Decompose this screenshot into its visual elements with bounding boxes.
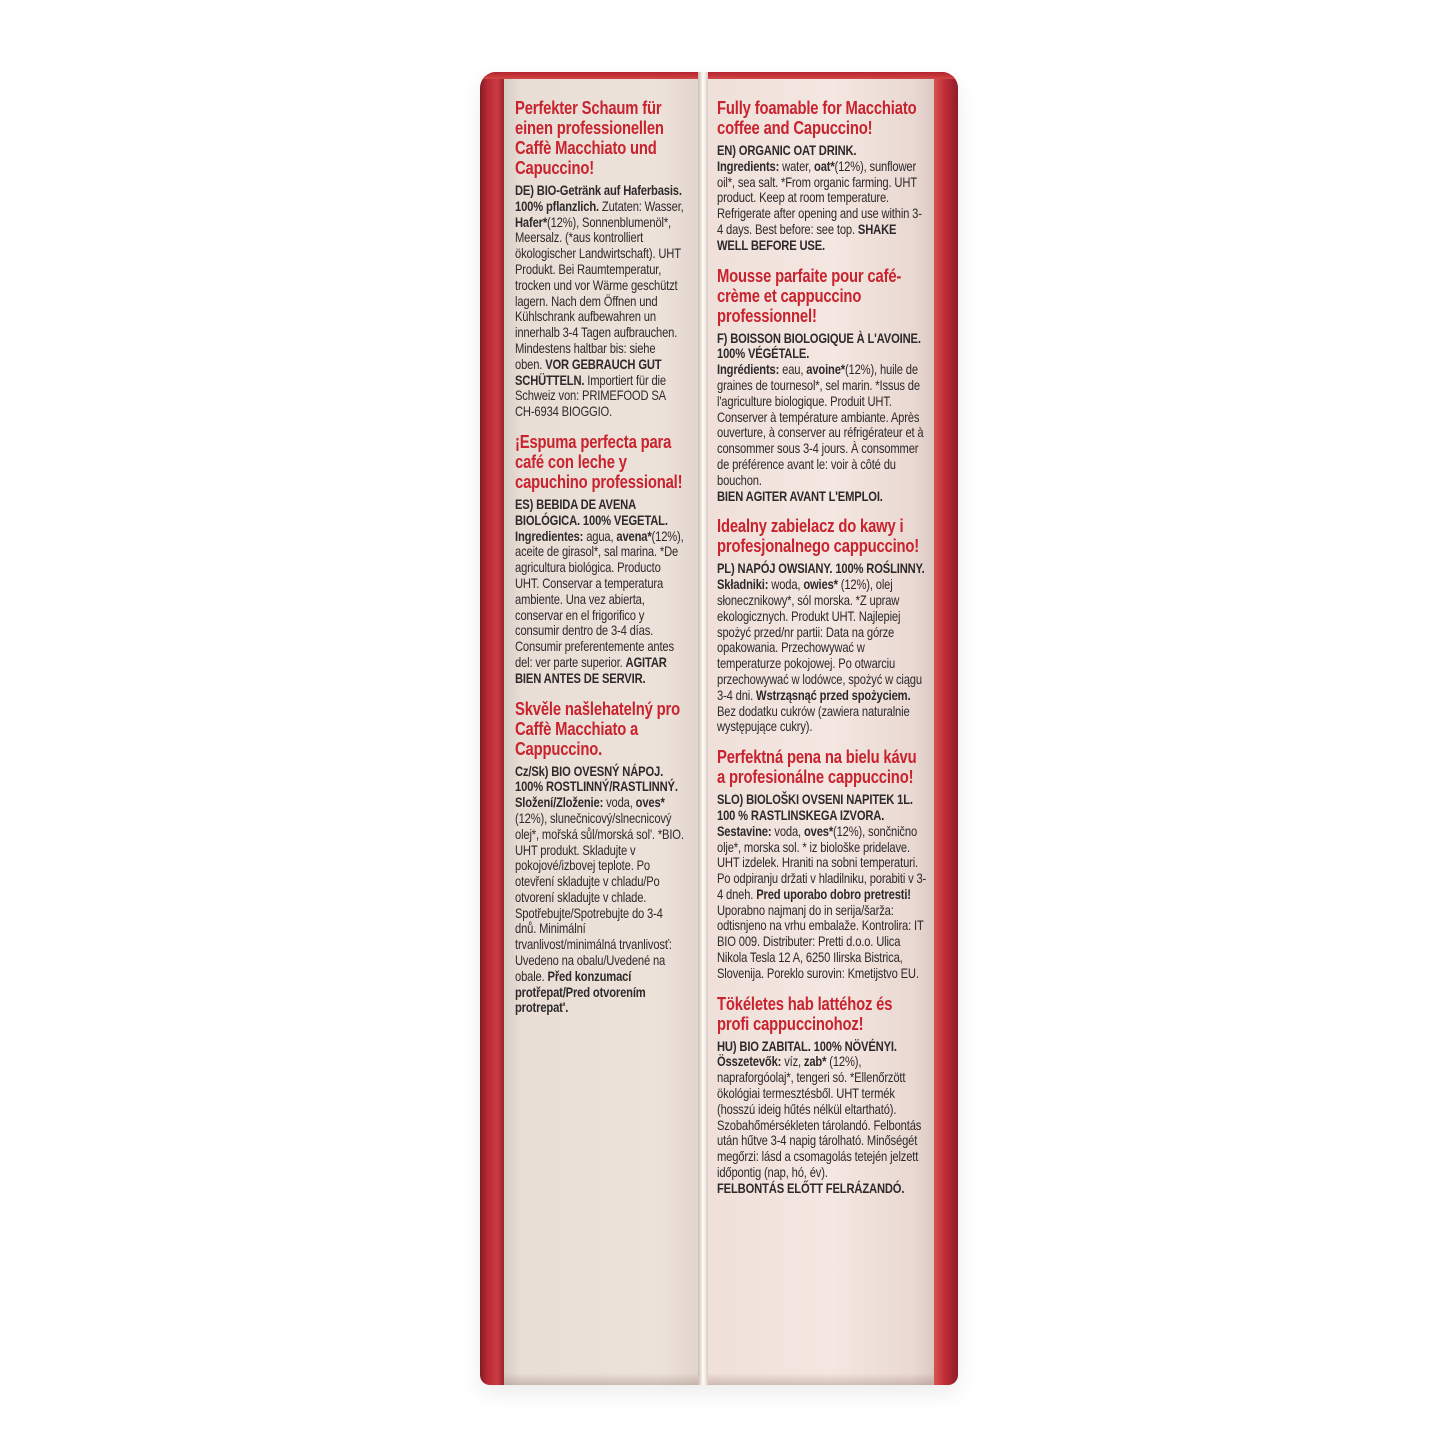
- section-heading-slo: Perfektná pena na bielu kávu a profesionálne cappuccino!: [717, 746, 917, 788]
- section-heading-de: Perfekter Schaum für einen professionellen Caffè Macchiato und Capuccino!: [515, 97, 664, 178]
- section-body-de: DE) BIO-Getränk auf Haferbasis. 100% pflanzlich. Zutaten: Wasser, Hafer*(12%), Sonnenblumenöl*, Meersalz. (*aus kontrolliert ökologischer Landwirtschaft). UHT Produkt. Bei Raumtemperatur, trocken und vor Wärme geschützt lagern. Nach dem Öffnen und Kühlschrank aufbewahren un innerhalb 3-4 Tagen aufbrauchen. Mindestens haltbar bis: siehe oben. VOR GEBRAUCH GUT SCHÜTTELN. Importiert für die Schweiz von: PRIMEFOOD SA CH-6934 BIOGGIO.: [515, 182, 684, 420]
- section-fr: [717, 266, 927, 505]
- section-heading-es: ¡Espuma perfecta para café con leche y capuchino professional!: [515, 430, 683, 492]
- section-heading-pl: Idealny zabielacz do kawy i profesjonalnego cappuccino!: [717, 515, 920, 557]
- section-slo: [717, 747, 927, 982]
- section-de: [515, 98, 685, 420]
- section-es: [515, 432, 685, 687]
- section-body-cz-sk: Cz/Sk) BIO OVESNÝ NÁPOJ. 100% ROSTLINNÝ/RASTLINNÝ. Složení/Zloženie: voda, oves*(12%), slunečnicový/slnecnicový olej*, mořská sůl/morská sol'. *BIO. UHT produkt. Skladujte v pokojové/izbovej teplote. Po otevření skladujte v chladu/Po otvorení skladujte v chlade. Spotřebujte/Spotrebujte do 3-4 dnů. Minimální trvanlivost/minimálná trvanlivosť: Uvedeno na obalu/Uvedené na obale. Před konzumací protřepat/Pred otvorením protrepat'.: [515, 762, 684, 1016]
- center-fold-crease: [698, 72, 708, 1385]
- right-red-edge-strip: [934, 72, 958, 1385]
- section-pl: [717, 516, 927, 735]
- left-red-edge-strip: [480, 72, 504, 1385]
- section-heading-en: Fully foamable for Macchiato coffee and Capuccino!: [717, 97, 917, 138]
- right-text-column: [717, 98, 927, 1197]
- top-red-fold-edge: [480, 72, 958, 79]
- section-body-pl: PL) NAPÓJ OWSIANY. 100% ROŚLINNY. Składniki: woda, owies* (12%), olej słonecznikowy*, sól morska. *Z upraw ekologicznych. Produkt UHT. Najlepiej spożyć przed/nr partii: Data na górze opakowania. Przechowywać w temperaturze pokojowej. Po otwarciu przechowywać w lodówce, spożyć w ciągu 3-4 dni. Wstrząsnąć przed spożyciem. Bez dodatku cukrów (zawiera naturalnie występujące cukry).: [717, 560, 925, 735]
- section-heading-cz-sk: Skvěle našlehatelný pro Caffè Macchiato a Cappuccino.: [515, 697, 680, 759]
- section-en: [717, 98, 927, 254]
- section-cz-sk: [515, 699, 685, 1017]
- section-hu: [717, 994, 927, 1197]
- section-body-es: ES) BEBIDA DE AVENA BIOLÓGICA. 100% VEGETAL. Ingredientes: agua, avena*(12%), aceite de girasol*, sal marina. *De agricultura biológica. Producto UHT. Conservar a temperatura ambiente. Una vez abierta, conservar en el frigorifico y consumir dentro de 3-4 días. Consumir preferentemente antes del: ver parte superior. AGITAR BIEN ANTES DE SERVIR.: [515, 495, 684, 686]
- section-body-en: EN) ORGANIC OAT DRINK. Ingredients: water, oat*(12%), sunflower oil*, sea salt. *From organic farming. UHT product. Keep at room temperature. Refrigerate after opening and use within 3-4 days. Best before: see top. SHAKE WELL BEFORE USE.: [717, 142, 922, 253]
- section-heading-hu: Tökéletes hab lattéhoz és profi cappuccinohoz!: [717, 992, 893, 1034]
- section-heading-fr: Mousse parfaite pour café-crème et cappuccino professionnel!: [717, 264, 902, 326]
- left-text-column: [515, 98, 685, 1016]
- section-body-slo: SLO) BIOLOŠKI OVSENI NAPITEK 1L. 100 % RASTLINSKEGA IZVORA. Sestavine: voda, oves*(12%), sončnično olje*, morska sol. * iz biološke pridelave. UHT izdelek. Hraniti na sobni temperaturi. Po odpiranju držati v hladilniku, porabiti v 3-4 dneh. Pred uporabo dobro pretresti! Uporabno najmanj do in serija/šarža: odtisnjeno na vrhu embalaže. Kontrolira: IT BIO 009. Distributer: Pretti d.o.o. Ulica Nikola Tesla 12 A, 6250 Ilirska Bistrica, Slovenija. Poreklo surovin: Kmetijstvo EU.: [717, 791, 927, 981]
- bottom-fold-shadow: [504, 1373, 934, 1385]
- section-body-fr: F) BOISSON BIOLOGIQUE À L'AVOINE. 100% VÉGÉTALE. Ingrédients: eau, avoine*(12%), huile de graines de tournesol*, sel marin. *Issus de l'agriculture biologique. Produit UHT. Conserver à température ambiante. Après ouverture, à conserver au réfrigérateur et à consommer sous 3-4 jours. À consommer de préférence avant le: voir à côté du bouchon. BIEN AGITER AVANT L'EMPLOI.: [717, 329, 924, 504]
- section-body-hu: HU) BIO ZABITAL. 100% NÖVÉNYI. Összetevők: víz, zab* (12%), napraforgóolaj*, tengeri só. *Ellenőrzött ökológiai termesztésből. UHT termék (hosszú ideig hűtés nélkül eltartható). Szobahőmérsékleten tárolandó. Felbontás után hűtve 3-4 napig tárolható. Minőségét megőrzi: lásd a csomagolás tetején jelzett időpontig (nap, hó, év). FELBONTÁS ELŐTT FELRÁZANDÓ.: [717, 1037, 922, 1196]
- oat-drink-carton-back: [480, 72, 958, 1385]
